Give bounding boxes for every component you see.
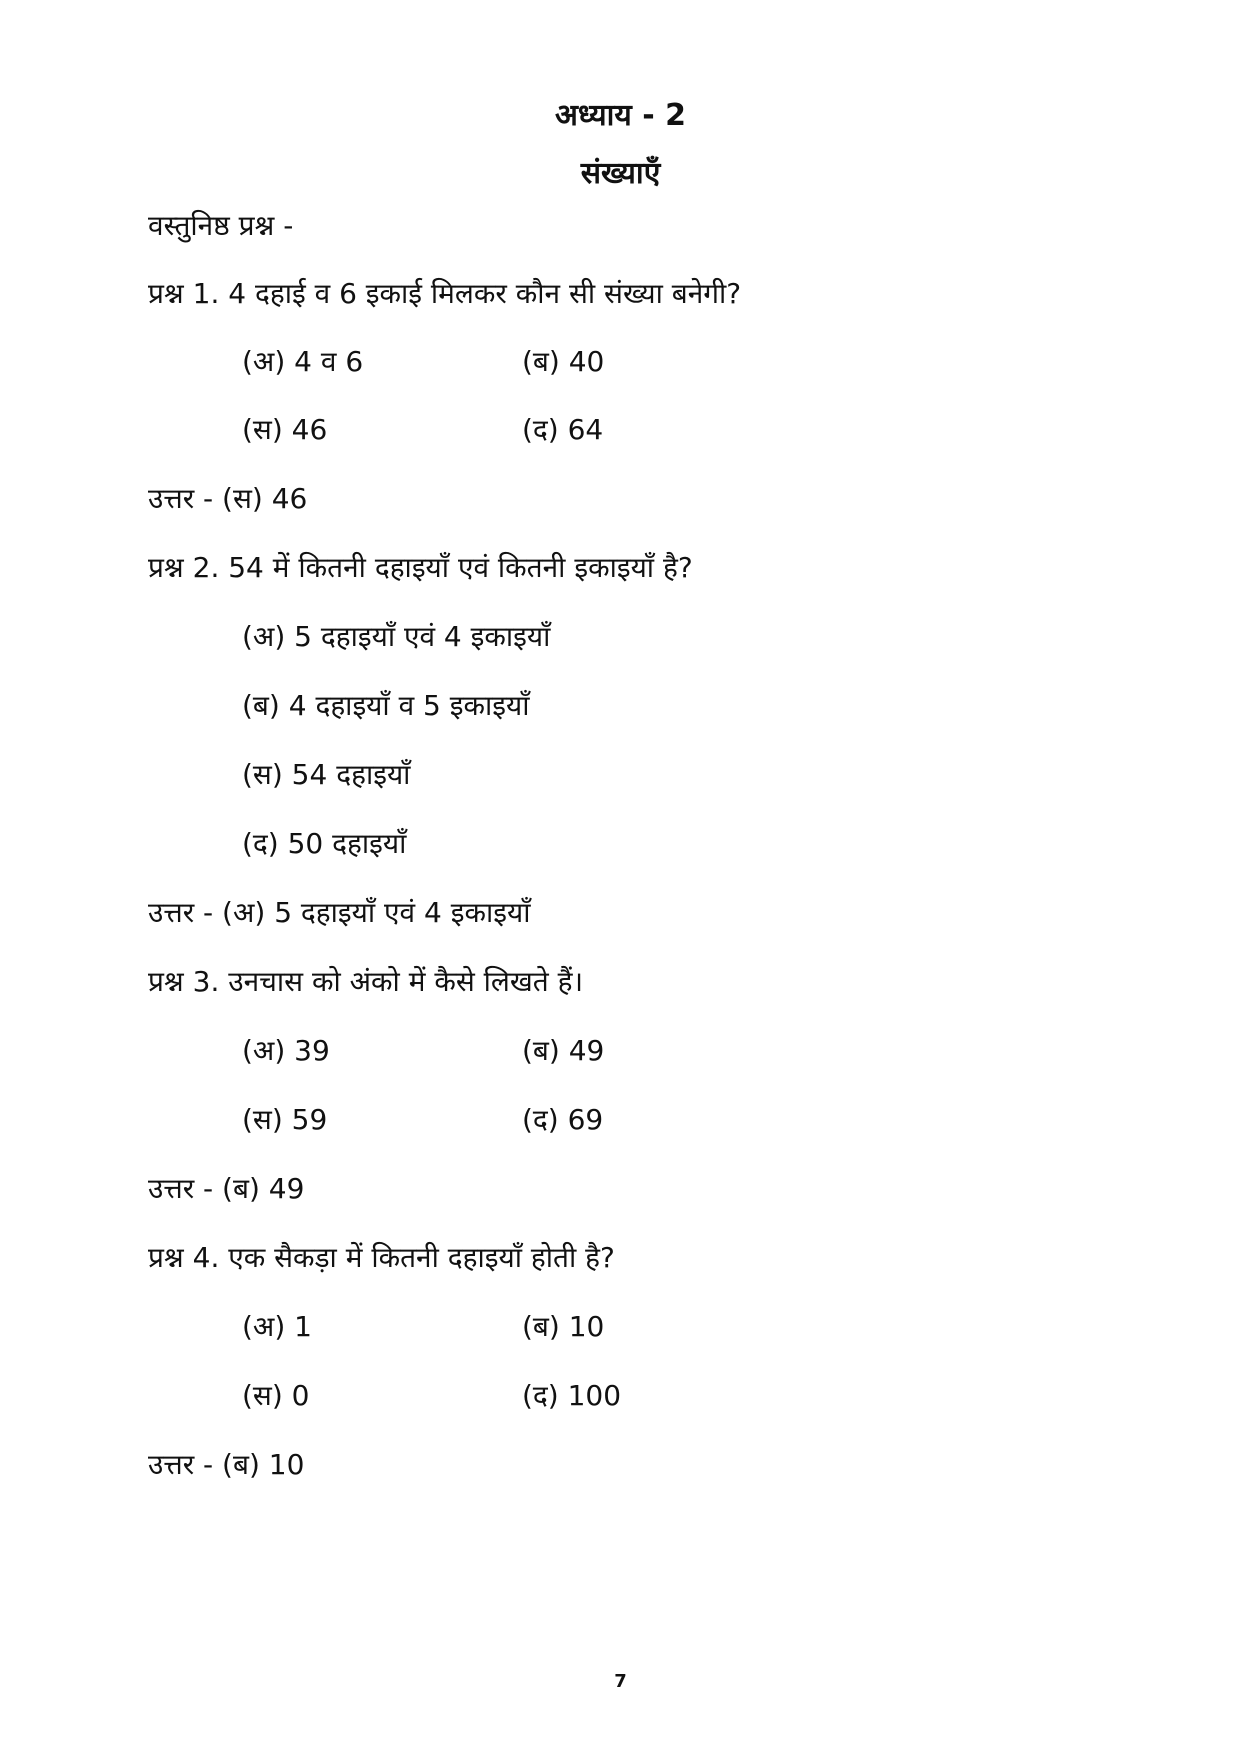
question-3: प्रश्न 3. उनचास को अंको में कैसे लिखते हैं। bbox=[148, 965, 584, 998]
q2-answer: उत्तर - (अ) 5 दहाइयाँ एवं 4 इकाइयाँ bbox=[148, 896, 531, 929]
q1-option-b: (ब) 40 bbox=[522, 345, 605, 378]
q3-option-b: (ब) 49 bbox=[522, 1034, 605, 1067]
q3-option-c: (स) 59 bbox=[242, 1103, 328, 1136]
q4-option-a: (अ) 1 bbox=[242, 1310, 312, 1343]
q4-option-d: (द) 100 bbox=[522, 1379, 622, 1412]
topic-title: संख्याएँ bbox=[580, 156, 661, 191]
q1-option-d: (द) 64 bbox=[522, 413, 604, 446]
chapter-title: अध्याय - 2 bbox=[555, 98, 686, 133]
q4-answer: उत्तर - (ब) 10 bbox=[148, 1448, 305, 1481]
question-1: प्रश्न 1. 4 दहाई व 6 इकाई मिलकर कौन सी संख्या बनेगी? bbox=[148, 277, 742, 310]
q4-option-c: (स) 0 bbox=[242, 1379, 310, 1412]
section-heading: वस्तुनिष्ठ प्रश्न - bbox=[148, 209, 294, 242]
q3-option-d: (द) 69 bbox=[522, 1103, 604, 1136]
question-4: प्रश्न 4. एक सैकड़ा में कितनी दहाइयाँ होती है? bbox=[148, 1241, 615, 1274]
q3-option-a: (अ) 39 bbox=[242, 1034, 330, 1067]
q3-answer: उत्तर - (ब) 49 bbox=[148, 1172, 305, 1205]
page-number: 7 bbox=[614, 1671, 627, 1692]
q2-option-d: (द) 50 दहाइयाँ bbox=[242, 827, 407, 860]
question-2: प्रश्न 2. 54 में कितनी दहाइयाँ एवं कितनी इकाइयाँ है? bbox=[148, 551, 693, 584]
q2-option-a: (अ) 5 दहाइयाँ एवं 4 इकाइयाँ bbox=[242, 620, 551, 653]
q1-option-a: (अ) 4 व 6 bbox=[242, 345, 364, 378]
q2-option-c: (स) 54 दहाइयाँ bbox=[242, 758, 411, 791]
q1-option-c: (स) 46 bbox=[242, 413, 328, 446]
q4-option-b: (ब) 10 bbox=[522, 1310, 605, 1343]
q2-option-b: (ब) 4 दहाइयाँ व 5 इकाइयाँ bbox=[242, 689, 530, 722]
q1-answer: उत्तर - (स) 46 bbox=[148, 482, 308, 515]
